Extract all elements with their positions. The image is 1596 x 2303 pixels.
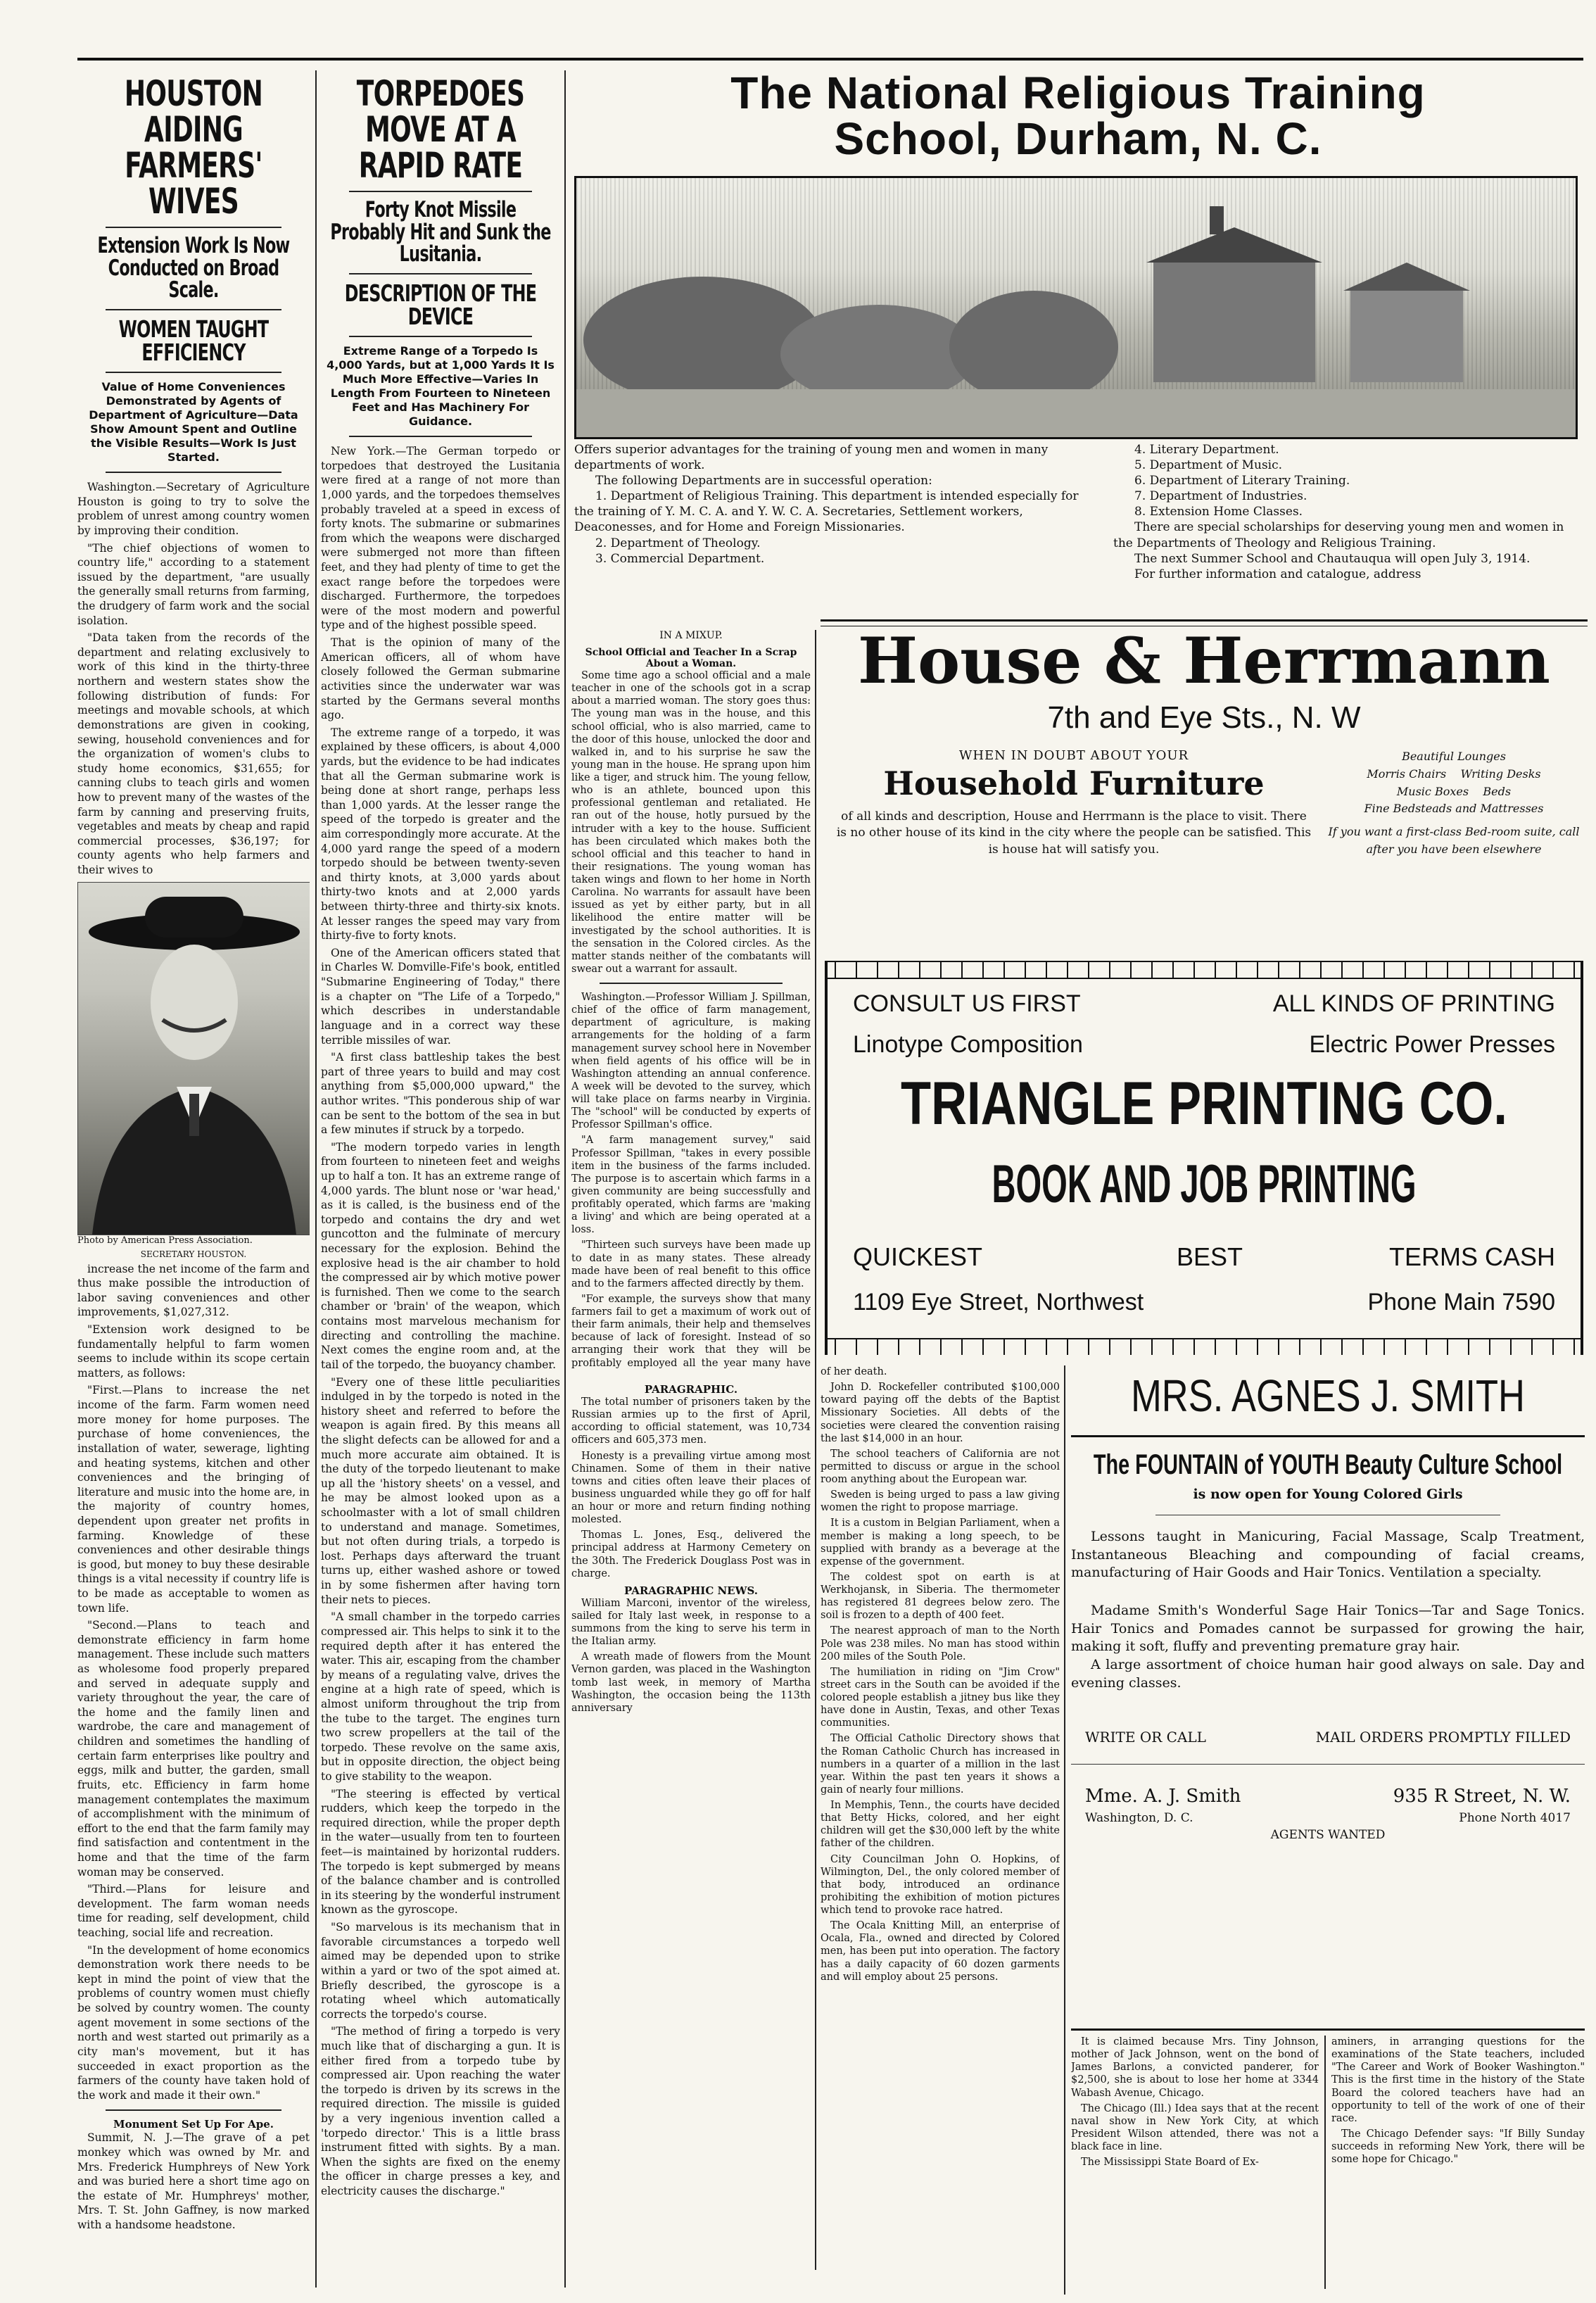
triangle-phone: Phone Main 7590 (1367, 1289, 1555, 1315)
paragraph: increase the net income of the farm and thus make possible the introduction of labor saving conveniences and other improvements, $1,027,312. (77, 1262, 310, 1319)
notes-body (821, 1365, 1060, 1983)
smith-address-row (1071, 1786, 1585, 1807)
paragraph: The Ocala Knitting Mill, an enterprise of Ocala, Fla., owned and directed by Colored men, has been put into operation. The factory has a daily capacity of 60 dozen garments and will employ about 25 persons. (821, 1920, 1060, 1983)
divider (106, 472, 281, 473)
list-item (1327, 783, 1581, 801)
border-right (1581, 961, 1583, 1355)
divider (349, 436, 532, 437)
article-body (321, 444, 560, 2199)
subhead2-torpedoes: DESCRIPTION OF THE DEVICE (344, 279, 537, 331)
house-herrmann-address: 7th and Eye Sts., N. W (1047, 700, 1361, 735)
house-furniture: Household Furniture (883, 764, 1265, 802)
portrait-photo (77, 882, 310, 1235)
paragraph: "First.—Plans to increase the net income of the farm. Farm women need more money for home purposes. The purchase of home conveniences, the installation of water, sewerage, lighting and heating systems, kitchen and other conveniences and the bringing of literature and music into the home are, in the majority of country homes, dependent upon greater net profits in farming. Knowledge of these conveniences and other desirable things is good, but money to buy these desirable things is a vital necessity if country life is to be made as acceptable to women as town life. (77, 1384, 310, 1615)
paragraph: The Mississippi State Board of Ex- (1081, 2157, 1259, 2169)
paragraph: The Chicago Defender says: "If Billy Sunday succeeds in reforming New York, there will be some hope for Chicago." (1331, 2128, 1585, 2166)
subhead-torpedoes: Forty Knot Missile Probably Hit and Sunk the Lusitania. (330, 197, 551, 267)
paragraph: Some time ago a school official and a male teacher in one of the schools got in a scrap about a married woman. The story goes thus: The young man was in the house, and this school official, who is also married, came to the door of this house, unlocked the door and walked in, and to his surprise he saw the young man in the house. He sprang upon him like a tiger, and struck him. The young fellow, who is an athlete, bounced upon this professional gentleman and retaliated. He ran out of the house, hotly pursued by the intruder with a key to the house. Sufficient has been circulated which makes both the school official and this teacher to hand in their resignations. The young woman has taken wings and flown to her home in North Carolina. No warrants for assault have been issued as yet by either party, but in all likelihood the entire matter will be investigated by the school authorities. It is the sensation in the Colored circles. As the matter stands neither of the combatants will swear out a warrant for assault. (571, 670, 811, 975)
triangle-best: BEST (1177, 1242, 1243, 1271)
house-doubt: WHEN IN DOUBT ABOUT YOUR (958, 748, 1189, 763)
list-item-right: Writing Desks (1460, 766, 1541, 781)
paragraph: "For example, the surveys show that many farmers fail to get a maximum of work out of their farm animals, their help and themselves because of lack of foresight. Instead of so arranging their work that they will be profitably employed all the year many have (571, 1293, 811, 1369)
divider (106, 372, 281, 373)
divider (106, 2109, 281, 2111)
school-dept-8: 8. Extension Home Classes. (1134, 505, 1303, 519)
campus-illustration (576, 178, 1576, 437)
paragraph: "Every one of these little peculiarities indulged in by the torpedo is noted in the history sheet and referred to before the weapon is again fired. By this means all the slight defects can be allowed for and a much more accurate aim obtained. It is the duty of the torpedo lieutenant to make up all the 'history sheets' on a vessel, and he may be almost looked upon as a schoolmaster with a lot of small children to understand and manage. Sometimes, but not often during trials, a torpedo is lost. Perhaps days afterward the truant turns up, either washed ashore or towed in by some fishermen after having torn their nets to pieces. (321, 1375, 560, 1606)
paragraphic-body (571, 1396, 811, 1580)
smith-mail: MAIL ORDERS PROMPTLY FILLED (1315, 1729, 1571, 1746)
divider (600, 983, 783, 984)
paragraph: "So marvelous is its mechanism that in favorable circumstances a torpedo well aimed may be depended upon to strike within a yard or two of the spot aimed at. Briefly described, the gyroscope is a rotating wheel which automatically corrects the torpedo's course. (321, 1921, 560, 2021)
triangle-book: BOOK AND JOB PRINTING (992, 1154, 1417, 1214)
paragraphic-news-headline: PARAGRAPHIC NEWS. (624, 1584, 758, 1597)
triangle-quickest: QUICKEST (853, 1242, 983, 1271)
smith-agents: AGENTS WANTED (1270, 1828, 1386, 1843)
article-body (77, 480, 310, 877)
photo-block (77, 882, 310, 1262)
house-note: If you want a first-class Bed-room suite, call after you have been elsewhere (1328, 825, 1580, 856)
school-title-line1: The National Religious Training (730, 70, 1426, 118)
deck-houston: Value of Home Conveniences Demonstrated by Agents of Department of Agriculture—Data Show Amount Spent and Outline the Visible Results—Work Is Just Started. (89, 380, 298, 465)
column-rule-2 (564, 70, 566, 2288)
paragraph: A wreath made of flowers from the Mount Vernon garden, was placed in the Washington tomb last week, in memory of Martha Washington, the occasion being the 113th anniversary (571, 1651, 811, 1714)
school-info: For further information and catalogue, address (1134, 567, 1421, 581)
top-rule (77, 58, 1583, 61)
divider (349, 191, 532, 192)
smith-write: WRITE OR CALL (1085, 1729, 1206, 1746)
paragraph: The humiliation in riding on "Jim Crow" street cars in the South can be avoided if the colored people establish a jitney bus like they have done in Austin, Texas, and other Texas communities. (821, 1666, 1060, 1729)
article-torpedoes (321, 76, 560, 2293)
smith-assortment: A large assortment of choice human hair good always on sale. Day and evening classes. (1071, 1657, 1585, 1691)
divider (106, 309, 281, 310)
school-dept-4: 4. Literary Department. (1134, 443, 1279, 457)
paragraphic-headline: PARAGRAPHIC. (644, 1383, 738, 1396)
column-rule-4 (1064, 1365, 1065, 2295)
smith-city: Washington, D. C. (1085, 1811, 1193, 1826)
notes-body (1331, 2036, 1585, 2166)
paragraph: City Councilman John O. Hopkins, of Wilmington, Del., the only colored member of that body, introduced an ordinance prohibiting the exhibition of motion pictures which tend to provoke race hatred. (821, 1853, 1060, 1916)
school-scholarships: There are special scholarships for deserving young men and women in the Departments of Theology and Religious Training. (1113, 520, 1564, 550)
portrait-illustration (78, 883, 310, 1235)
news-notes (821, 1365, 1060, 2295)
photo-caption: SECRETARY HOUSTON. (140, 1249, 247, 1259)
school-text-left (574, 442, 1095, 567)
school-intro: Offers superior advantages for the training of young men and women in many departments of work. (574, 443, 1049, 473)
monument-headline: Monument Set Up For Ape. (113, 2118, 274, 2131)
house-herrmann-body (821, 748, 1588, 859)
paragraph: It is a custom in Belgian Parliament, when a member is making a long speech, to be supplied with brandy as a beverage at the expense of the government. (821, 1518, 1060, 1567)
article-mixup (571, 630, 811, 1369)
paragraph: That is the opinion of many of the American officers, all of whom have closely followed the German submarine activities since the underwater war was started by the Germans several months ago. (321, 636, 560, 722)
triangle-electric: Electric Power Presses (1309, 1031, 1555, 1058)
divider (349, 273, 532, 275)
school-summer: The next Summer School and Chautauqua will open July 3, 1914. (1134, 551, 1531, 566)
school-dept-intro: The following Departments are in successful operation: (595, 474, 932, 488)
triangle-name: TRIANGLE PRINTING CO. (901, 1070, 1507, 1137)
paragraph: "Data taken from the records of the department and relating exclusively to work of this kind in the thirty-three northern and western states show the following distribution of funds: For meetings and movable schools, at which demonstrations are given in cooking, sewing, household conveniences and for the organization of women's clubs to study home economics, $31,655; for canning clubs to teach girls and women how to prevent many of the wastes of the farm by canning and preserving fruits, vegetables and meats by cheap and rapid commercial processes, $36,197; for county agents who help farmers and their wives to (77, 631, 310, 876)
paragraph: The total number of prisoners taken by the Russian armies up to the first of April, according to official statement, was 10,734 officers and 605,373 men. (571, 1396, 811, 1446)
column-rule-1 (315, 70, 317, 2288)
photo-credit: Photo by American Press Association. (77, 1235, 253, 1246)
paragraph: "The chief objections of women to country life," according to a statement issued by the department, "are usually the generally small returns from farming, the drudgery of farm work and the social isolation. (77, 541, 310, 627)
paragraph: William Marconi, inventor of the wireless, sailed for Italy last week, in response to a summons from the king to serve his term in the Italian army. (571, 1597, 811, 1648)
paragraph: Summit, N. J.—The grave of a pet monkey which was owned by Mr. and Mrs. Frederick Humphreys of New York and was buried here a short time ago on the estate of Mr. Humphreys' mother, Mrs. T. St. John Gaffney, is now marked with a handsome headstone. (77, 2131, 310, 2231)
paragraph: "A first class battleship takes the best part of three years to build and may cost anything from $5,000,000 upward," the author writes. "This ponderous ship of war can be sent to the bottom of the sea in but a few minutes if struck by a torpedo. (321, 1051, 560, 1137)
smith-lessons: Lessons taught in Manicuring, Facial Massage, Scalp Treatment, Instantaneous Bleaching and compounding of facial creams, manufacturing of Hair Goods and Hair Tonics. Ventilation a specialty. (1071, 1529, 1585, 1581)
paragraph: Washington.—Professor William J. Spillman, chief of the office of farm management, department of agriculture, is making arrangements for the holding of a farm management survey school here in November when field agents of his office will be in Washington attending an annual conference. A week will be devoted to the survey, which will take place on farms nearby in Virginia. The "school" will be conducted by experts of Professor Spillman's office. (571, 992, 811, 1131)
paragraph: The coldest spot on earth is at Werkhojansk, in Siberia. The thermometer has registered 81 degrees below zero. The soil is frozen to a depth of 400 feet. (821, 1571, 1060, 1622)
smith-contact-row (1071, 1729, 1585, 1746)
smith-mme: Mme. A. J. Smith (1085, 1786, 1241, 1807)
paragraph: The Official Catholic Directory shows that the Roman Catholic Church has increased in numbers in a quarter of a million in the last year. Within the past ten years it shows a gain of nearly four millions. (821, 1733, 1060, 1796)
bottom-notes-right (1331, 2036, 1585, 2296)
school-dept-6: 6. Department of Literary Training. (1134, 474, 1350, 488)
paragraphic-news-body (571, 1597, 811, 1715)
paragraph: Sweden is being urged to pass a law giving women the right to propose marriage. (821, 1489, 1060, 1514)
monument-body (77, 2131, 310, 2232)
paragraph: aminers, in arranging questions for the examinations of the State teachers, included "The Career and Work of Booker Washington." This is the first time in the history of the State Board the colored teachers have had an opportunity to tell of the work of one of their race. (1331, 2036, 1585, 2124)
paragraph: "Second.—Plans to teach and demonstrate efficiency in farm home management. These include such matters as wholesome food properly prepared and served in adequate supply and variety throughout the year, the care of the home and the family linen and wardrobe, the care and management of children and sometimes the handling of certain farm enterprises like poultry and eggs, milk and butter, the garden, small fruits, etc. Efficiency in farm home management contemplates the maximum of accomplishment with the minimum of effort to the end that the farm family may find satisfaction and contentment in the home and that the time of the farm woman may be conserved. (77, 1619, 310, 1879)
headline-torpedoes: TORPEDOES MOVE AT A RAPID RATE (356, 76, 525, 186)
school-text-right (1113, 442, 1578, 582)
school-dept-2: 2. Department of Theology. (595, 536, 761, 550)
column-rule-5 (1324, 2036, 1326, 2289)
smith-name: MRS. AGNES J. SMITH (1131, 1373, 1525, 1421)
list-item-left: Morris Chairs (1367, 766, 1447, 781)
school-dept-7: 7. Department of Industries. (1134, 489, 1307, 504)
farm-survey-body (571, 991, 811, 1369)
divider (349, 336, 532, 337)
paragraph: John D. Rockefeller contributed $100,000 toward paying off the debts of the Baptist Missionary Societies. All debts of the societies were cleared the convention raising the last $14,000 in an hour. (821, 1382, 1060, 1444)
paragraph: Thomas L. Jones, Esq., delivered the principal address at Harmony Cemetery on the 30th. The Frederick Douglass Post was in charge. (571, 1529, 811, 1579)
list-item (1327, 766, 1581, 783)
deck-torpedoes: Extreme Range of a Torpedo Is 4,000 Yards, but at 1,000 Yards It Is Much More Effective—Varies In Length From Fourteen to Nineteen Feet and Has Machinery For Guidance. (327, 344, 555, 429)
smith-tonics: Madame Smith's Wonderful Sage Hair Tonics—Tar and Sage Tonics. Hair Tonics and Pomades cannot be surpassed for growing the hair, making it soft, fluffy and preventing premature gray hair. (1071, 1603, 1585, 1655)
divider (1071, 1435, 1585, 1437)
paragraph: Washington.—Secretary of Agriculture Houston is going to try to solve the problem of unrest among country women by improving their condition. (77, 481, 310, 537)
paragraph: of her death. (821, 1366, 887, 1377)
school-dept-1: 1. Department of Religious Training. This department is intended especially for the training of Y. M. C. A. and Y. W. C. A. Secretaries, Settlement workers, Deaconesses, and for Home and Foreign Missionaries. (574, 489, 1079, 535)
article-paragraphic (571, 1376, 811, 2291)
article-houston (77, 76, 310, 2293)
triangle-consult: CONSULT US FIRST (853, 990, 1081, 1017)
smith-city-row (1071, 1811, 1585, 1825)
paragraph: New York.—The German torpedo or torpedoes that destroyed the Lusitania were fired at a range of not more than 1,000 yards, and the torpedoes themselves probably traveled at a speed in excess of forty knots. The submarine or submarines from which the weapons were discharged were submerged not more than fifteen feet, and they had plenty of time to get the exact range before the torpedoes were discharged. Furthermore, the torpedoes were of the most modern and powerful type and of the highest possible speed. (321, 445, 560, 632)
headline-houston: HOUSTON AIDING FARMERS' WIVES (124, 76, 263, 222)
divider (1071, 2028, 1585, 2031)
smith-phone: Phone North 4017 (1459, 1811, 1571, 1826)
mixup-headline: IN A MIXUP. (659, 630, 723, 641)
list-item: Fine Bedsteads and Mattresses (1364, 802, 1544, 816)
triangle-kinds: ALL KINDS OF PRINTING (1272, 990, 1555, 1017)
triangle-linotype: Linotype Composition (853, 1031, 1083, 1058)
paragraph: "A farm management survey," said Professor Spillman, "takes in every possible item in the business of the farms included. The purpose is to ascertain which farms in a given community are being successfully and profitably operated, which farms are 'making a living' and which are being operated at a loss. (571, 1135, 811, 1236)
divider (106, 227, 281, 228)
school-dept-3: 3. Commercial Department. (595, 551, 765, 566)
subhead-houston: Extension Work Is Now Conducted on Broad Scale. (97, 233, 290, 303)
subhead2-houston: WOMEN TAUGHT EFFICIENCY (118, 315, 269, 367)
ad-house-herrmann (821, 619, 1588, 950)
border-left (825, 961, 828, 1355)
triangle-street: 1109 Eye Street, Northwest (853, 1289, 1144, 1315)
paragraph: "A small chamber in the torpedo carries compressed air. This helps to sink it to the required depth after it has entered the water. This air, escaping from the chamber by means of a regulating valve, drives the engine at a high rate of speed, which is almost uniform throughout the trip from the tube to the target. The engines turn two screw propellers at the tail of the torpedo. These revolve on the same axis, but in opposite direction, the object being to give stability to the weapon. (321, 1610, 560, 1783)
smith-street: 935 R Street, N. W. (1393, 1786, 1571, 1807)
paragraph: The extreme range of a torpedo, it was explained by these officers, is about 4,000 yards, but the evidence to be had indicates that all the German submarine work is being done at short range, perhaps less than 1,000 yards. At the lesser range the speed of the torpedo is greater and the aim correspondingly more accurate. At the 4,000 yard range the speed of a modern torpedo should be between twenty-seven and thirty knots, at 3,000 yards about thirty-two knots and at 2,000 yards between thirty-three and thirty-six knots. At lesser ranges the speed may vary from thirty-five to forty knots. (321, 726, 560, 942)
list-item-left: Music Boxes (1396, 784, 1469, 798)
bottom-notes-left (1071, 2036, 1319, 2296)
divider (1071, 1764, 1585, 1765)
paragraph: The nearest approach of man to the North Pole was 238 miles. No man has stood within 200 miles of the South Pole. (821, 1625, 1060, 1662)
paragraph: Honesty is a prevailing virtue among most Chinamen. Some of them in their native towns and cities often leave their places of business unguarded while they go off for half an hour or more and return finding nothing molested. (571, 1450, 811, 1526)
school-campus-engraving (574, 176, 1578, 439)
paragraph: "Extension work designed to be fundamentally helpful to farm women seems to include within its scope certain matters, as follows: (77, 1323, 310, 1380)
ad-agnes-smith (1071, 1373, 1585, 2020)
school-title-line2: School, Durham, N. C. (834, 113, 1322, 164)
school-dept-5: 5. Department of Music. (1134, 458, 1283, 473)
list-item-right: Beds (1483, 784, 1512, 798)
paragraph: "The method of firing a torpedo is very much like that of discharging a gun. It is either fired from a torpedo tube by compressed air. Upon reaching the water the torpedo is driven by its screws in the required direction. The missile is guided by a very ingenious invention called a 'torpedo director.' This is a little brass instrument fitted with sights. By a man. When the sights are fixed on the enemy the officer in charge presses a key, and electricity causes the discharge." (321, 2025, 560, 2198)
list-item: Beautiful Lounges (1402, 750, 1506, 763)
article-body-continued (77, 1262, 310, 2103)
paragraph: "The steering is effected by vertical rudders, which keep the torpedo in the required direction, while the proper depth in the water—usually from ten to fourteen feet—is maintained by horizontal rudders. The torpedo is kept submerged by means of the balance chamber and is controlled in its steering by the wonderful instrument known as the gyroscope. (321, 1787, 560, 1917)
chain-border-bottom (825, 1338, 1583, 1355)
smith-open: is now open for Young Colored Girls (1193, 1487, 1463, 1503)
notes-body (1071, 2036, 1319, 2169)
ad-triangle-printing (825, 961, 1583, 1355)
house-herrmann-list (1327, 748, 1581, 859)
house-herrmann-left (821, 748, 1327, 859)
paragraph: "In the development of home economics demonstration work there needs to be kept in mind the point of view that the problems of country women must chiefly be solved by country women. The county agent movement in some sections of the north and west started out primarily as a city man's movement, but it has succeeded in exact proportion as the farmers of the county have taken hold of the work and made it their own." (77, 1943, 310, 2102)
paragraph: One of the American officers stated that in Charles W. Domville-Fife's book, entitled "Submarine Engineering of Today," there is a chapter on "The Life of a Torpedo," which describes in understandable language and in a correct way these terrible missiles of war. (321, 946, 560, 1047)
paragraph: The Chicago (Ill.) Idea says that at the recent naval show in New York City, at which President Wilson attended, there was not a black face in line. (1071, 2102, 1319, 2152)
paragraph: In Memphis, Tenn., the courts have decided that Betty Hicks, colored, and her eight children will get the $30,000 left by the white father of the children. (821, 1800, 1060, 1850)
mixup-deck: School Official and Teacher In a Scrap About a Woman. (585, 647, 797, 669)
paragraph: "The modern torpedo varies in length from fourteen to nineteen feet and weighs up to half a ton. It has an extreme range of 4,000 yards. The blunt nose or 'war head,' as it is called, is the business end of the torpedo and contains the dry and wet guncotton and the fulminate of mercury necessary for the explosion. Behind the explosive head is the air chamber to hold the compressed air by which motive power is furnished. Then we come to the search chamber or 'brain' of the weapon, which contains most marvelous mechanism for directing and controlling the machine. Next comes the engine room and, at the tail of the torpedo, the buoyancy chamber. (321, 1140, 560, 1371)
paragraph: "Third.—Plans for leisure and development. The farm woman needs time for reading, self development, child teaching, social life and recreation. (77, 1883, 310, 1940)
paragraph: The school teachers of California are not permitted to discuss or argue in the school room anything about the European war. (821, 1448, 1060, 1485)
column-rule-3 (815, 630, 816, 2270)
smith-fountain: The FOUNTAIN of YOUTH Beauty Culture School (1093, 1449, 1563, 1481)
paragraph: It is claimed because Mrs. Tiny Johnson, mother of Jack Johnson, went on the bond of James Barlons, a convicted panderer, for $2,500, she is about to lose her home at 3344 Wabash Avenue, Chicago. (1071, 2036, 1319, 2099)
ad-religious-school (571, 70, 1585, 612)
house-herrmann-name: House & Herrmann (858, 624, 1550, 698)
chain-border-top (825, 961, 1583, 979)
paragraph: "Thirteen such surveys have been made up to date in as many states. These already made have been of real benefit to this office and to the farmers affected directly by them. (571, 1239, 811, 1289)
house-description: of all kinds and description, House and Herrmann is the place to visit. There is no other house of its kind in the city where the people can be satisfied. This is house hat will satisfy you. (836, 809, 1312, 857)
mixup-body (571, 669, 811, 976)
triangle-terms: TERMS CASH (1388, 1242, 1555, 1271)
